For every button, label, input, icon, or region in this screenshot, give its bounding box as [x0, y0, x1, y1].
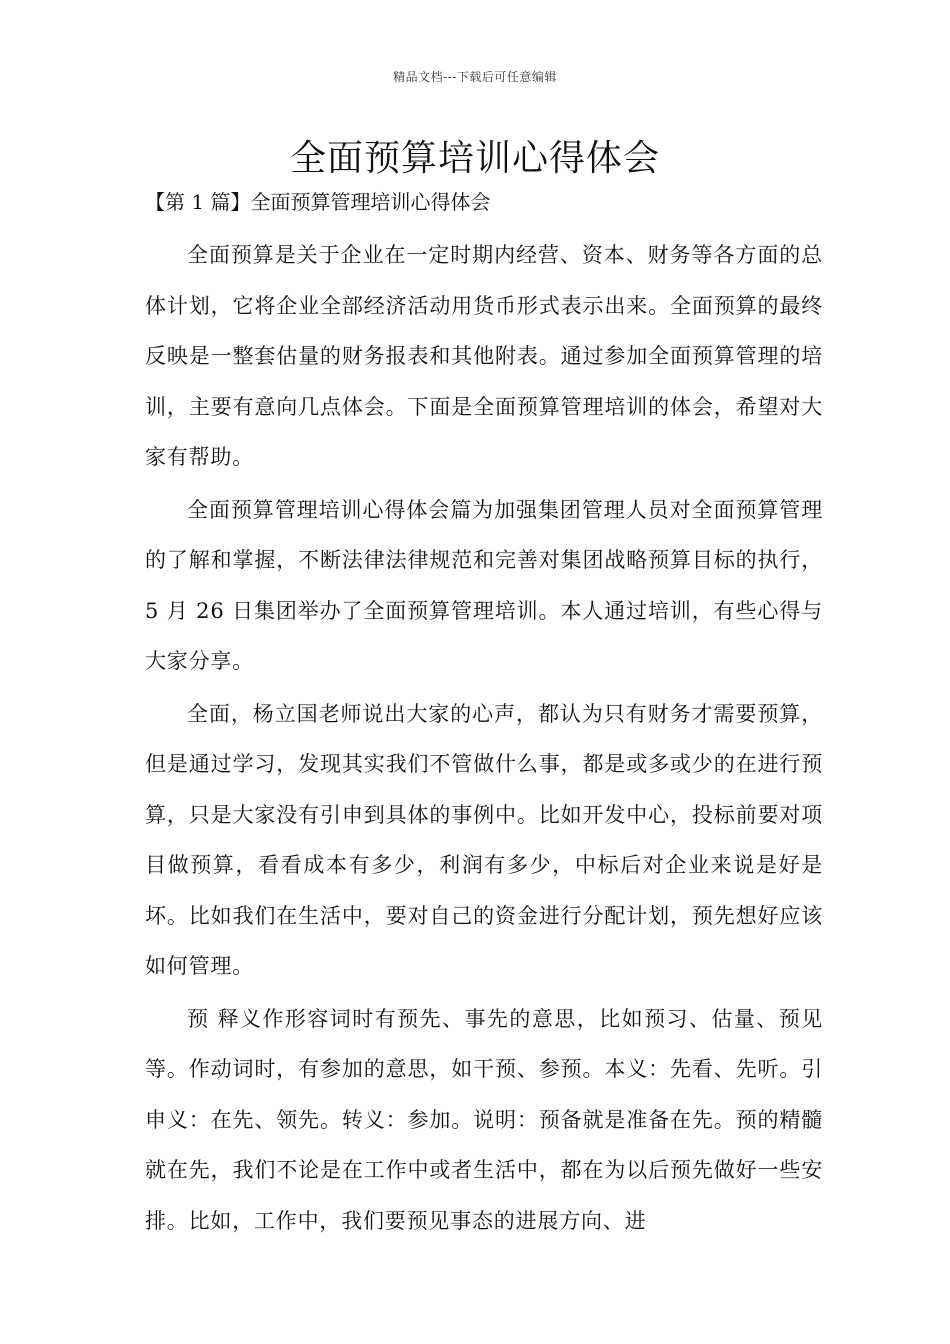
- header-note: 精品文档---下载后可任意编辑: [393, 70, 557, 84]
- paragraph-3: 全面，杨立国老师说出大家的心声，都认为只有财务才需要预算，但是通过学习，发现其实我们不管做什么事，都是或多或少的在进行预算，只是大家没有引申到具体的事例中。比如开发中心，投标前要对项目做预算，看看成本有多少，利润有多少，中标后对企业来说是好是坏。比如我们在生活中，要对自己的资金进行分配计划，预先想好应该如何管理。: [145, 701, 823, 978]
- paragraph-4: 预 释义作形容词时有预先、事先的意思，比如预习、估量、预见等。作动词时，有参加的意思，如干预、参预。本义：先看、先听。引申义：在先、领先。转义：参加。说明：预备就是准备在先。预的精髓就在先，我们不论是在工作中或者生活中，都在为以后预先做好一些安排。比如，工作中，我们要预见事态的进展方向、进: [145, 1006, 823, 1233]
- paragraph-2: 全面预算管理培训心得体会篇为加强集团管理人员对全面预算管理的了解和掌握，不断法律法律规范和完善对集团战略预算目标的执行，5 月 26 日集团举办了全面预算管理培训。本人通过培训，有些心得与大家分享。: [145, 497, 823, 673]
- paragraph-1: 全面预算是关于企业在一定时期内经营、资本、财务等各方面的总体计划，它将企业全部经济活动用货币形式表示出来。全面预算的最终反映是一整套估量的财务报表和其他附表。通过参加全面预算管理的培训，主要有意向几点体会。下面是全面预算管理培训的体会，希望对大家有帮助。: [145, 243, 823, 469]
- document-title: 全面预算培训心得体会: [289, 138, 660, 179]
- section-heading: 【第 1 篇】全面预算管理培训心得体会: [145, 190, 491, 214]
- body-text: [145, 230, 823, 1248]
